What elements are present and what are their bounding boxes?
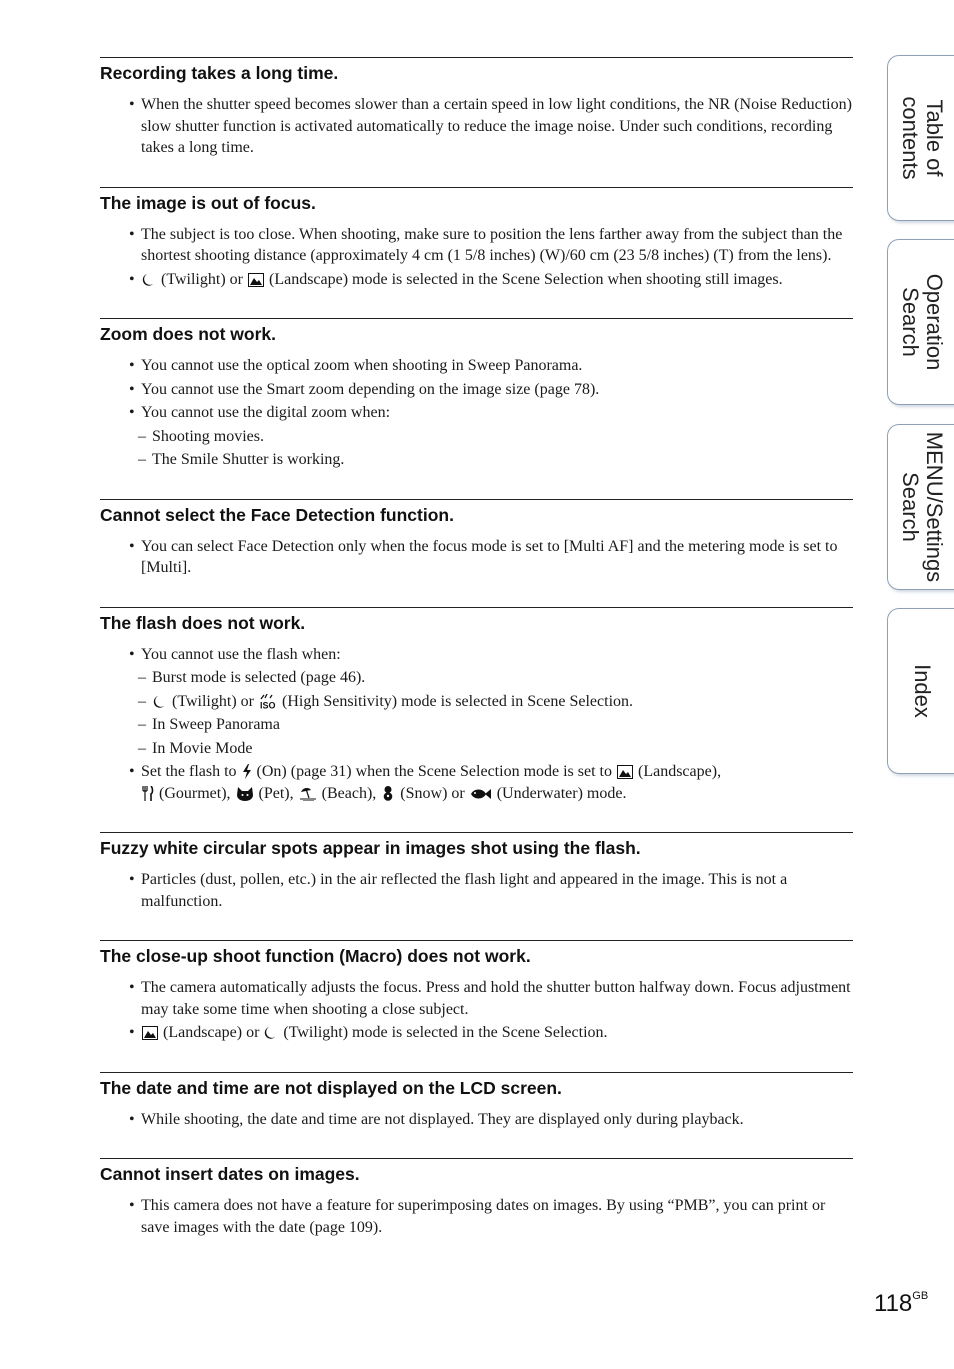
bullet-item: • When the shutter speed becomes slower than a certain speed in low light conditions, the NR (Noise Reduction) slow shutter function is activated automatically to reduce the image noise. Under such conditions, recording takes a long time. [129, 96, 852, 156]
dash-item: – In Movie Mode [138, 739, 253, 757]
bullet-item: • (Twilight) or (Landscape) mode is selected in the Scene Selection when shooting still images. [129, 270, 783, 288]
section-zoom [100, 318, 853, 471]
section-title: Cannot insert dates on images. [100, 1164, 360, 1184]
tab-label: Operation Search [898, 273, 947, 371]
bullet-item: • You cannot use the flash when: [129, 645, 341, 663]
bullet-item: • The camera automatically adjusts the focus. Press and hold the shutter button halfway down. Focus adjustment may take some time when shooting a close subject. [129, 979, 851, 1018]
tab-table-of-contents[interactable] [887, 55, 954, 221]
dash-item: – The Smile Shutter is working. [138, 451, 345, 468]
twilight-icon [153, 695, 167, 709]
section-recording [100, 57, 853, 159]
section-fuzzy-spots [100, 832, 853, 912]
tab-label: MENU/Settings Search [898, 431, 947, 583]
dash-item: – In Sweep Panorama [138, 716, 280, 733]
bullet-item: • While shooting, the date and time are not displayed. They are displayed only during playback. [129, 1110, 744, 1128]
section-title: The close-up shoot function (Macro) does not work. [100, 946, 531, 966]
pet-icon [236, 786, 254, 801]
dash-item: – (Twilight) or ISO (High Sensitivity) mode is selected in Scene Selection. [138, 692, 634, 710]
bullet-item: • This camera does not have a feature for superimposing dates on images. By using “PMB”, you can print or save images with the date (page 109). [129, 1197, 826, 1236]
beach-icon [299, 786, 317, 801]
dash-item: – Burst mode is selected (page 46). [138, 669, 366, 686]
tab-menu-settings-search[interactable] [887, 424, 954, 590]
tab-operation-search[interactable] [887, 239, 954, 405]
twilight-icon [264, 1026, 278, 1040]
tab-index[interactable] [887, 608, 954, 774]
twilight-icon [142, 273, 156, 287]
section-date-display [100, 1072, 853, 1131]
flash-on-icon [242, 764, 252, 779]
section-title: Zoom does not work. [100, 324, 276, 344]
underwater-icon [470, 787, 492, 801]
gourmet-icon [142, 786, 154, 801]
section-title: The image is out of focus. [100, 192, 316, 213]
section-insert-dates [100, 1158, 853, 1238]
section-face-detection [100, 499, 853, 579]
troubleshooting-content [100, 57, 853, 1266]
snow-icon [381, 785, 395, 801]
tab-label: Table of contents [898, 96, 947, 180]
section-flash [100, 607, 853, 805]
landscape-icon [248, 273, 264, 287]
bullet-item: • You cannot use the optical zoom when shooting in Sweep Panorama. [129, 357, 583, 374]
landscape-icon [617, 765, 633, 779]
landscape-icon [142, 1026, 158, 1040]
page-number: $118^{GB}$ [874, 1290, 929, 1317]
bullet-item: • (Landscape) or (Twilight) mode is selected in the Scene Selection. [129, 1024, 608, 1041]
section-macro [100, 940, 853, 1044]
section-title: The flash does not work. [100, 612, 306, 633]
bullet-item: • You cannot use the Smart zoom depending on the image size (page 78). [129, 380, 600, 398]
bullet-item: • Particles (dust, pollen, etc.) in the air reflected the flash light and appeared in the image. This is not a malfunction. [129, 871, 788, 910]
high-sensitivity-icon [259, 694, 277, 709]
dash-item: – Shooting movies. [138, 427, 265, 445]
svg-text:ISO: ISO [259, 700, 276, 709]
section-title: Cannot select the Face Detection function. [100, 504, 454, 525]
bullet-item: • Set the flash to (On) (page 31) when the Scene Selection mode is set to (Landscape), (Gourmet), (Pet), (Beach), (Snow) or (Underwater) mode. [129, 763, 722, 802]
section-title: Recording takes a long time. [100, 63, 339, 83]
bullet-item: • You can select Face Detection only when the focus mode is set to [Multi AF] and the metering mode is set to [Multi]. [129, 537, 838, 576]
bullet-item: • You cannot use the digital zoom when: [129, 404, 391, 421]
bullet-item: • The subject is too close. When shooting, make sure to position the lens farther away from the subject than the shortest shooting distance (approximately 4 cm (1 5/8 inches) (W)/60 cm (23 5/8 inches) (T) from the lens). [129, 225, 843, 264]
tab-label: Index [910, 664, 935, 718]
section-focus [100, 187, 853, 291]
section-title: The date and time are not displayed on the LCD screen. [100, 1077, 562, 1098]
section-title: Fuzzy white circular spots appear in images shot using the flash. [100, 838, 641, 858]
